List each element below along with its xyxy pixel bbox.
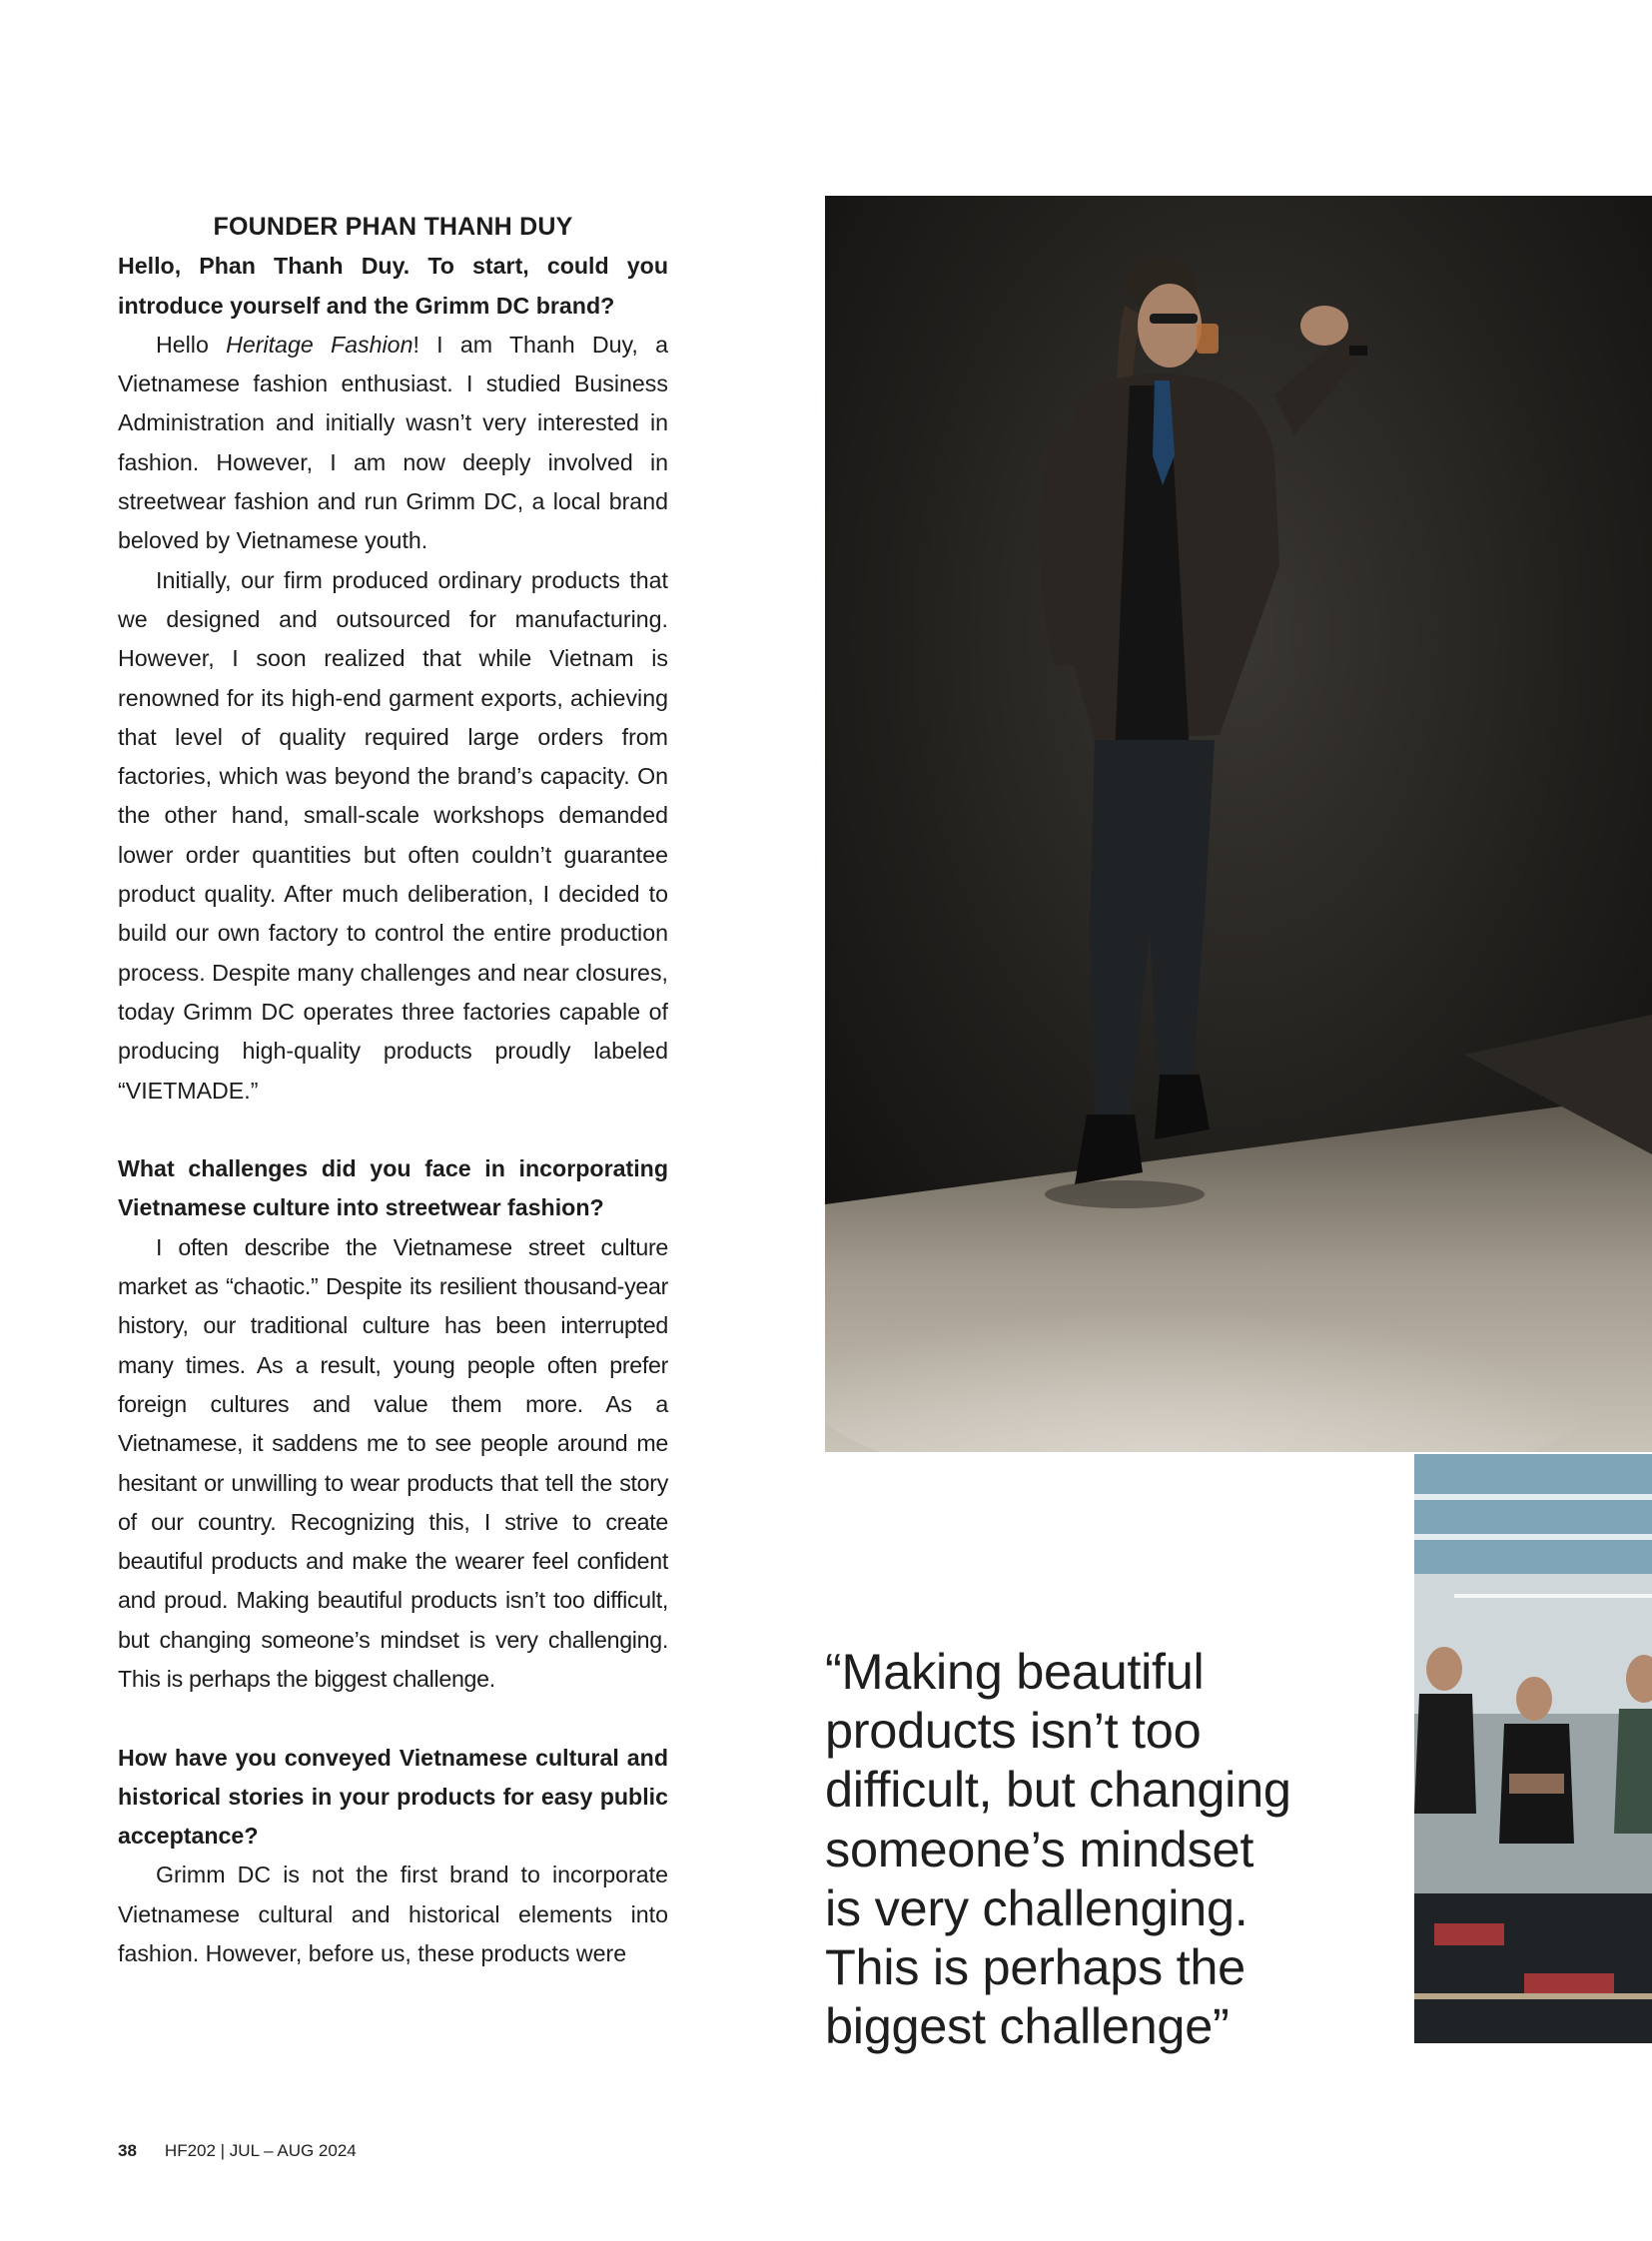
- answer-3: I often describe the Vietnamese street culture market as “chaotic.” Despite its resilient thousand-year history, our traditional culture has been interrupted many times. As a result, young people often prefer foreign cultures and value them more. As a Vietnamese, it saddens me to see people around me hesitant or unwilling to wear products that tell the story of our country. Recognizing this, I strive to create beautiful products and make the wearer feel confident and proud. Making beautiful products isn’t too difficult, but changing someone’s mindset is very challenging. This is perhaps the biggest challenge.: [118, 1233, 668, 1692]
- question-1: Hello, Phan Thanh Duy. To start, could you introduce yourself and the Grimm DC brand?: [118, 253, 668, 319]
- pull-quote-line: biggest challenge”: [825, 1997, 1230, 2055]
- answer-2: Initially, our firm produced ordinary products that we designed and outsourced for manufacturing. However, I soon realized that while Vietnam is renowned for its high-end garment exports, achieving that level of quality required large orders from factories, which was beyond the brand’s capacity. On the other hand, small-scale workshops demanded lower order quantities but often couldn’t guarantee product quality. After much deliberation, I decided to build our own factory to control the entire production process. Despite many challenges and near closures, today Grimm DC operates three factories capable of producing high-quality products proudly labeled “VIETMADE.”: [118, 566, 668, 1104]
- page-footer: [118, 2141, 357, 2161]
- pull-quote-line: “Making beautiful: [825, 1643, 1205, 1700]
- portrait-illustration: [825, 196, 1652, 1452]
- question-2: What challenges did you face in incorporating Vietnamese culture into streetwear fashion?: [118, 1155, 668, 1221]
- question-3: How have you conveyed Vietnamese cultural and historical stories in your products for easy public acceptance?: [118, 1744, 668, 1850]
- page-number: 38: [118, 2141, 137, 2160]
- article-title: FOUNDER PHAN THANH DUY: [213, 213, 573, 241]
- answer-1: [118, 326, 668, 561]
- answer-1-start: Hello: [156, 331, 227, 358]
- pull-quote-line: products isn’t too: [825, 1702, 1202, 1760]
- answer-4: Grimm DC is not the first brand to incorporate Vietnamese cultural and historical elements into fashion. However, before us, these products were: [118, 1862, 668, 1967]
- answer-1-rest: ! I am Thanh Duy, a Vietnamese fashion enthusiast. I studied Business Administration and initially wasn’t very interested in fashion. However, I am now deeply involved in streetwear fashion and run Grimm DC, a local brand beloved by Vietnamese youth.: [118, 331, 668, 554]
- team-factory-photo: [1414, 1454, 1652, 2043]
- founder-portrait-photo: [825, 196, 1652, 1452]
- team-illustration: [1414, 1454, 1652, 2043]
- magazine-name: Heritage Fashion: [226, 331, 413, 358]
- pull-quote: [825, 1642, 1384, 2055]
- article-column: [118, 208, 668, 1973]
- paragraph-gap: [118, 1111, 668, 1149]
- pull-quote-line: is very challenging.: [825, 1878, 1248, 1936]
- pull-quote-line: someone’s mindset: [825, 1820, 1254, 1877]
- paragraph-gap: [118, 1699, 668, 1738]
- pull-quote-line: difficult, but changing: [825, 1761, 1291, 1819]
- issue-label: HF202 | JUL – AUG 2024: [164, 2141, 357, 2160]
- pull-quote-line: This is perhaps the: [825, 1938, 1245, 1996]
